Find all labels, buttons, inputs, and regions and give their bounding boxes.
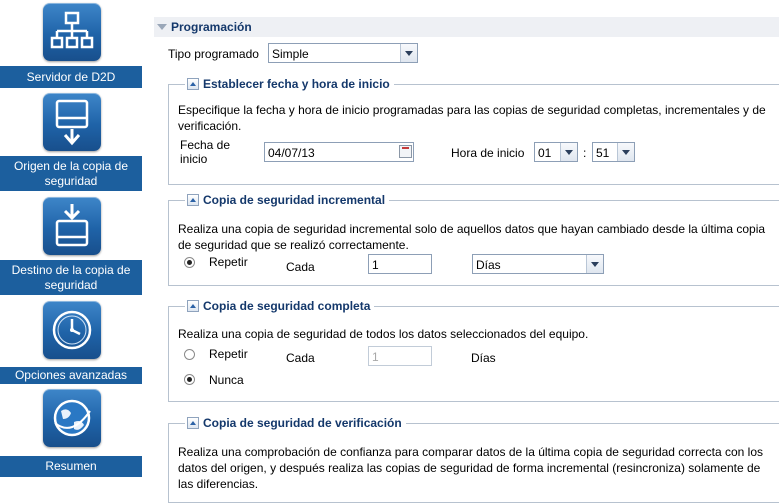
full-repeat-radio[interactable]: [184, 349, 195, 360]
incremental-backup-group: [168, 193, 779, 286]
incremental-every-value: 1: [372, 258, 379, 272]
chevron-down-icon[interactable]: [586, 255, 603, 273]
sidebar-item-resumen[interactable]: [0, 386, 142, 479]
start-datetime-group: [168, 77, 779, 185]
start-minute-select[interactable]: [592, 142, 635, 162]
drive-download-icon: [43, 93, 101, 151]
collapse-icon[interactable]: [157, 24, 167, 30]
start-datetime-legend: [185, 76, 394, 92]
verify-description: Realiza una comprobación de confianza para comparar datos de la última copia de seguridad correcta con los datos del origen, y después realiza las copias de seguridad de forma incremental (resincroniza) solamente de las diferencias.: [178, 445, 764, 491]
globe-icon: [43, 389, 101, 447]
schedule-type-label: Tipo programado: [168, 47, 259, 61]
full-never-radio[interactable]: [184, 374, 195, 385]
sidebar-item-label: Origen de la copia de seguridad: [0, 156, 142, 191]
section-title: Programación: [171, 20, 252, 34]
start-description: Especifique la fecha y hora de inicio programadas para las copias de seguridad completas, incrementales y de verificación.: [178, 103, 766, 133]
incremental-unit-value: Días: [476, 258, 501, 272]
sidebar-item-label: Resumen: [0, 456, 142, 477]
time-separator: :: [583, 146, 587, 160]
legend-title: Copia de seguridad incremental: [203, 193, 386, 207]
start-time-label: Hora de inicio: [451, 146, 525, 160]
full-legend: [185, 298, 374, 314]
collapse-toggle-icon[interactable]: [187, 300, 199, 312]
drive-destination-icon: [43, 197, 101, 255]
incremental-every-input[interactable]: [368, 254, 432, 274]
collapse-toggle-icon[interactable]: [187, 78, 199, 90]
legend-title: Establecer fecha y hora de inicio: [203, 77, 390, 91]
legend-title: Copia de seguridad de verificación: [203, 416, 402, 430]
collapse-toggle-icon[interactable]: [187, 194, 199, 206]
sidebar-item-servidor[interactable]: [0, 0, 142, 90]
full-description: Realiza una copia de seguridad de todos los datos seleccionados del equipo.: [178, 327, 589, 341]
chevron-down-icon[interactable]: [560, 143, 577, 161]
sidebar-item-label: Servidor de D2D: [0, 66, 142, 88]
chevron-down-icon[interactable]: [400, 44, 417, 62]
sidebar-item-label: Destino de la copia de seguridad: [0, 260, 142, 295]
incremental-repeat-label: Repetir: [209, 255, 248, 269]
schedule-section-header[interactable]: [154, 17, 779, 37]
incremental-repeat-radio[interactable]: [184, 257, 195, 268]
calendar-icon[interactable]: [399, 145, 412, 158]
start-minute-value: 51: [596, 146, 610, 160]
full-repeat-label: Repetir: [209, 347, 248, 361]
sidebar-nav: [0, 0, 142, 479]
full-unit-label: Días: [471, 351, 496, 365]
start-hour-value: 01: [538, 146, 552, 160]
schedule-type-select[interactable]: [268, 43, 418, 63]
incremental-legend: [185, 192, 389, 208]
start-hour-select[interactable]: [534, 142, 578, 162]
clock-icon: [43, 301, 101, 359]
full-every-input[interactable]: [368, 346, 432, 366]
sidebar-item-opciones[interactable]: [0, 298, 142, 386]
start-date-value: 04/07/13: [268, 146, 315, 160]
full-every-label: Cada: [286, 351, 315, 365]
verify-legend: [185, 415, 406, 431]
legend-title: Copia de seguridad completa: [203, 299, 371, 313]
incremental-every-label: Cada: [286, 260, 315, 274]
start-date-field[interactable]: [264, 142, 414, 162]
start-date-label: Fecha de inicio: [180, 138, 231, 166]
verify-backup-group: [168, 416, 779, 503]
sidebar-item-destino[interactable]: [0, 194, 142, 298]
schedule-panel: [142, 0, 779, 491]
network-server-icon: [43, 3, 101, 61]
incremental-description: Realiza una copia de seguridad incremental solo de aquellos datos que hayan cambiado desde la última copia de seguridad que se realizó correctamente.: [178, 222, 766, 252]
schedule-type-value: Simple: [272, 47, 309, 61]
incremental-unit-select[interactable]: [472, 254, 604, 274]
collapse-toggle-icon[interactable]: [187, 417, 199, 429]
chevron-down-icon[interactable]: [617, 143, 634, 161]
sidebar-item-label: Opciones avanzadas: [0, 367, 142, 384]
full-never-label: Nunca: [209, 373, 244, 387]
full-every-value: 1: [372, 350, 379, 364]
sidebar-item-origen[interactable]: [0, 90, 142, 194]
full-backup-group: [168, 299, 779, 402]
